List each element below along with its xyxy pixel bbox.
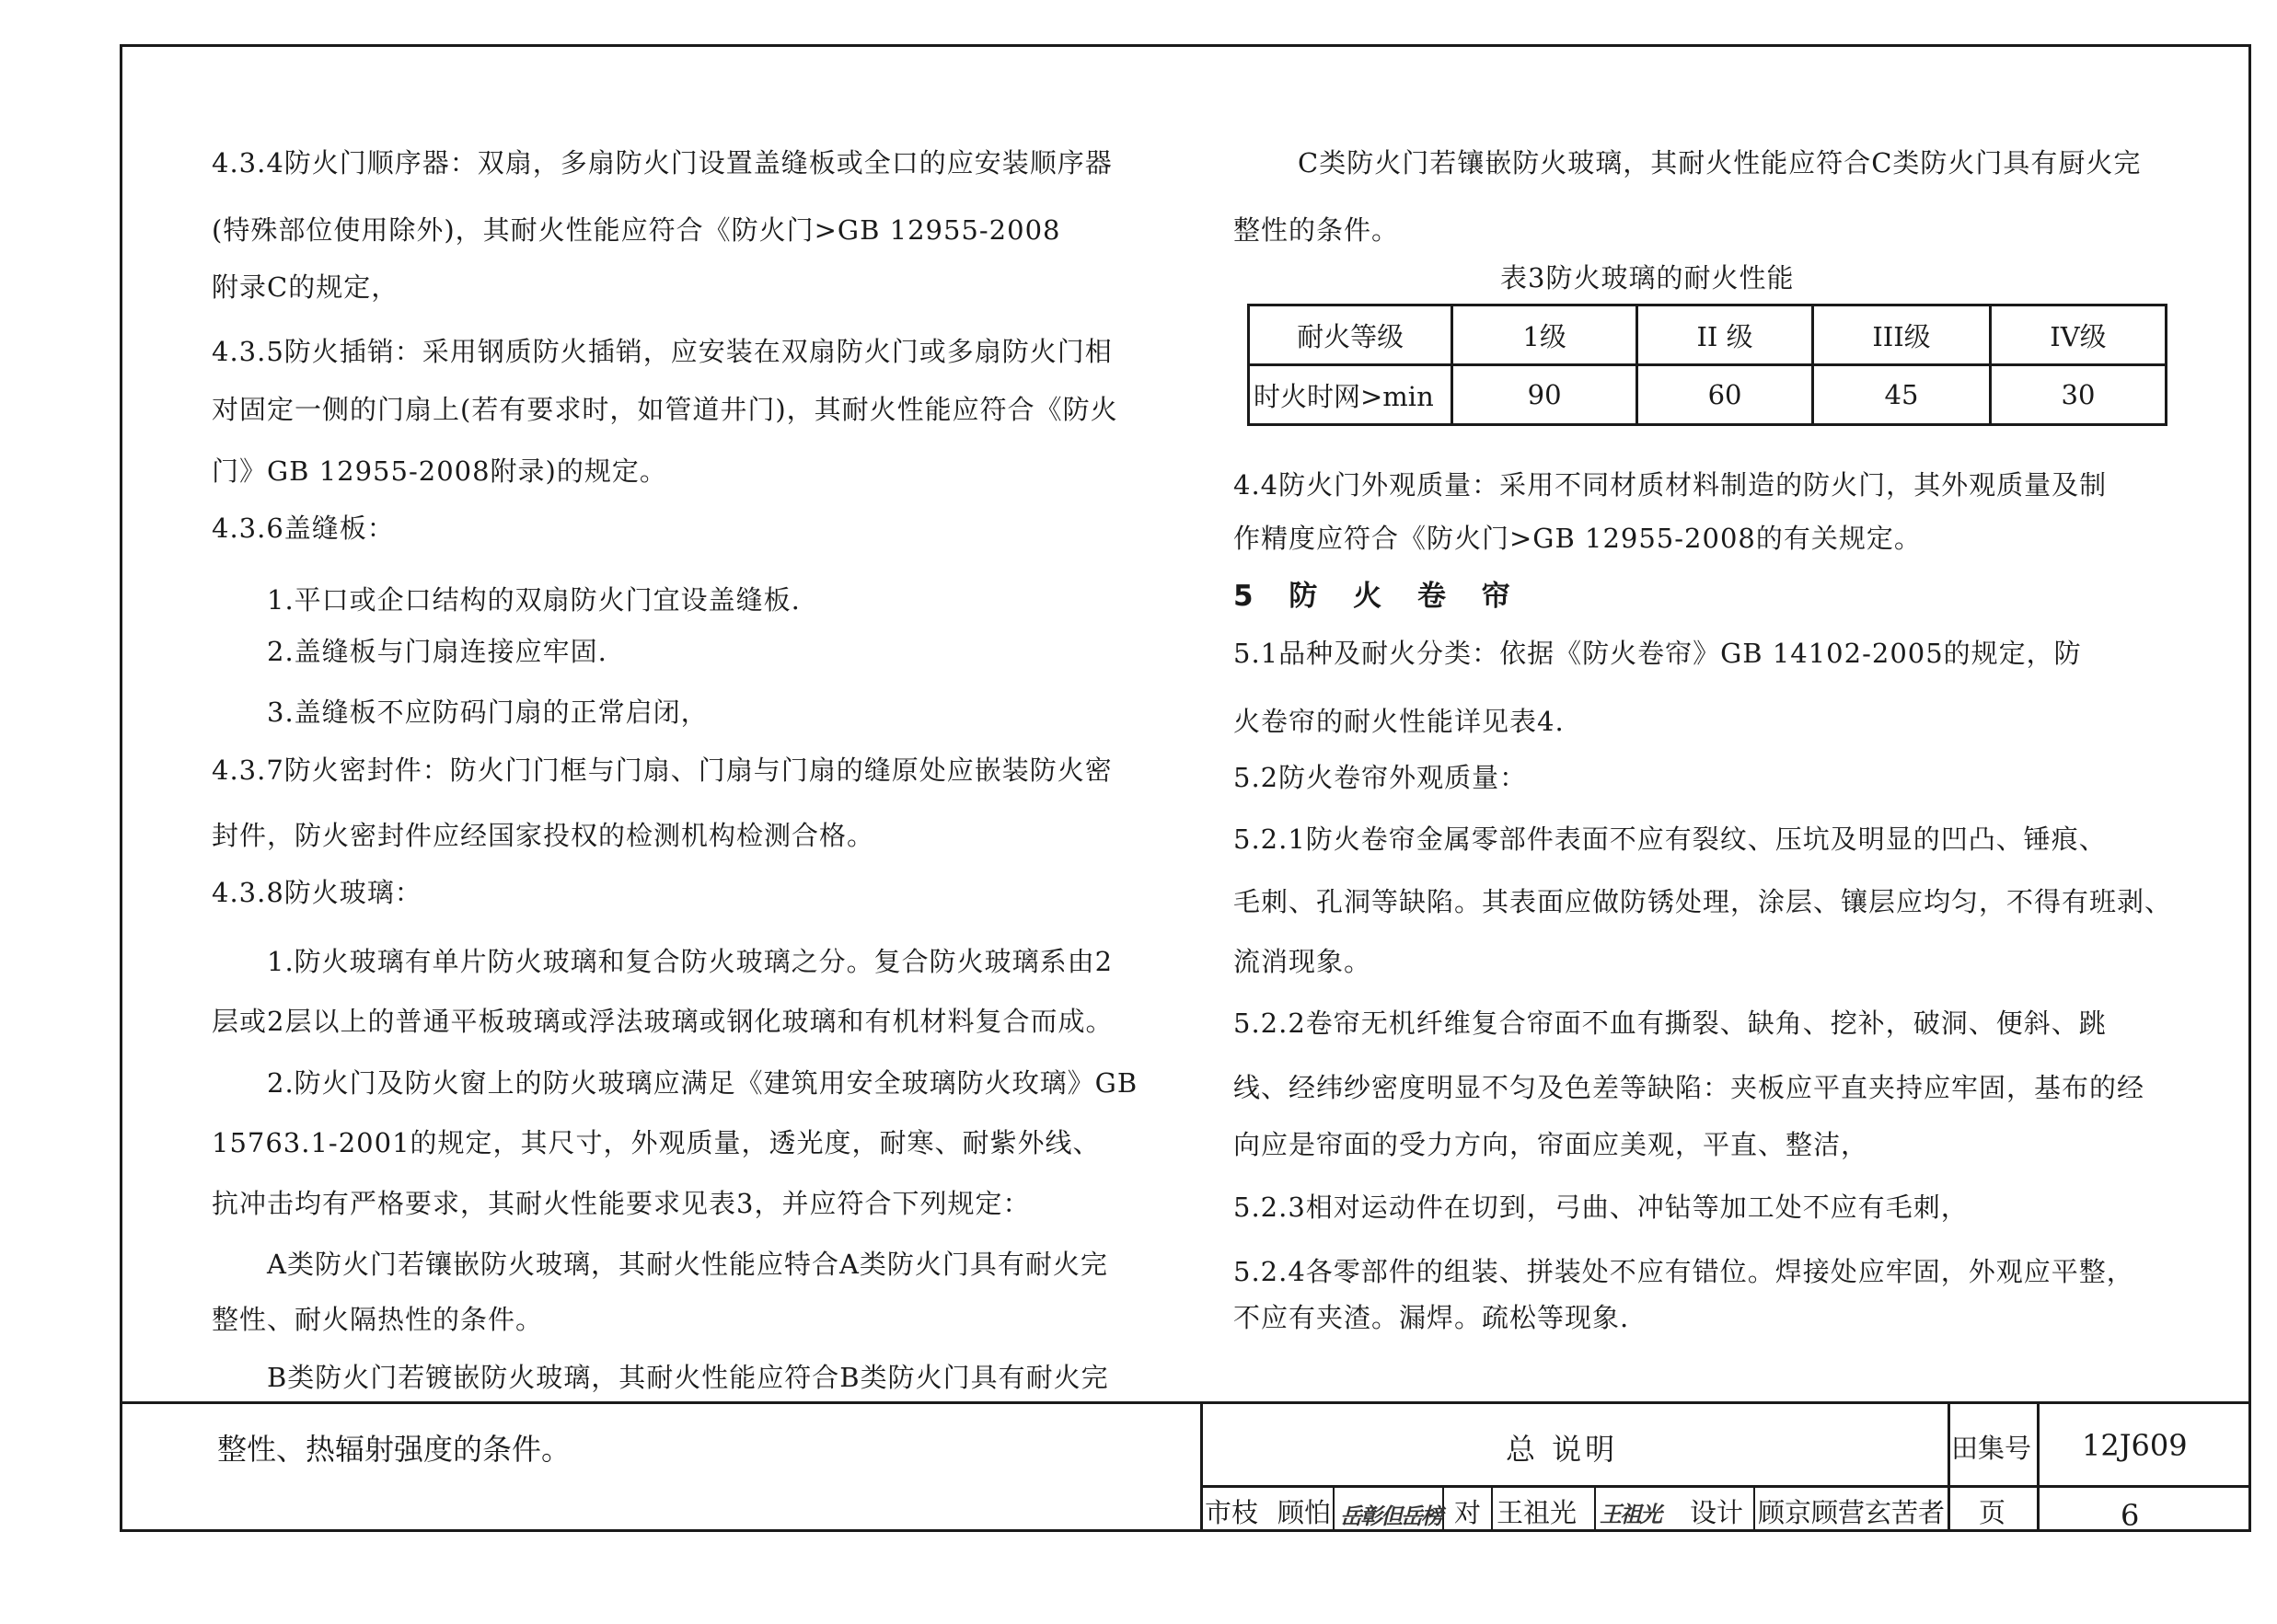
atlas-number: 12J609 (2082, 1428, 2188, 1463)
text-line: 层或2层以上的普通平板玻璃或浮法玻璃或钢化玻璃和有机材料复合而成。 (212, 1006, 1114, 1037)
reviewer-signature: 岳彰但岳榜 (1340, 1503, 1441, 1529)
sheet-title: 总 说明 (1506, 1432, 1619, 1467)
text-line: 流消现象。 (1233, 946, 1372, 977)
text-line: 1.平口或企口结构的双扇防火门宜设盖缝板. (267, 584, 801, 616)
text-line: 5.2.1防火卷帘金属零部件表面不应有裂纹、压坑及明显的凹凸、锤痕、 (1233, 824, 2107, 855)
review-label: 市枝 (1205, 1497, 1259, 1528)
text-line: 15763.1-2001的规定，其尺寸，外观质量，透光度，耐寒、耐紫外线、 (212, 1127, 1101, 1158)
text-line: 门》GB 12955-2008附录)的规定。 (212, 455, 667, 487)
text-line: C类防火门若镶嵌防火玻璃，其耐火性能应符合C类防火门具有厨火完 (1298, 147, 2142, 179)
page-label: 页 (1979, 1497, 2006, 1528)
table-header-row (1249, 305, 2167, 365)
divider (2037, 1401, 2040, 1532)
text-line: 5.2.2卷帘无机纤维复合帘面不血有撕裂、缺角、挖补，破洞、便斜、跳 (1233, 1008, 2107, 1039)
table-cell: 90 (1452, 365, 1637, 425)
text-line: 3.盖缝板不应防码门扇的正常启闭， (267, 697, 709, 728)
table-cell: 60 (1637, 365, 1813, 425)
divider (1948, 1401, 1950, 1532)
table-cell: 1级 (1452, 305, 1637, 365)
text-line: 对固定一侧的门扇上(若有要求时，如管道井门)，其耐火性能应符合《防火 (212, 394, 1118, 425)
divider (1753, 1488, 1755, 1532)
text-line: 抗冲击均有严格要求，其耐火性能要求见表3，并应符合下列规定： (212, 1188, 1031, 1219)
text-line: (特殊部位使用除外)，其耐火性能应符合《防火门>GB 12955-2008 (212, 214, 1061, 246)
page-number: 6 (2121, 1498, 2140, 1533)
text-line: 封件，防火密封件应经国家投权的检测机构检测合格。 (212, 820, 875, 851)
divider (1491, 1488, 1493, 1532)
divider (1594, 1488, 1596, 1532)
text-line: 4.3.7防火密封件：防火门门框与门扇、门扇与门扇的缝原处应嵌装防火密 (212, 754, 1113, 786)
text-line: 2.防火门及防火窗上的防火玻璃应满足《建筑用安全玻璃防火玫璃》GB (267, 1067, 1138, 1099)
title-block-top-line (120, 1401, 2251, 1404)
text-line: 火卷帘的耐火性能详见表4. (1233, 706, 1565, 737)
table-cell: 45 (1813, 365, 1991, 425)
design-label: 设计 (1690, 1497, 1744, 1528)
text-line: 毛刺、孔洞等缺陷。其表面应做防锈处理，涂层、镶层应均匀，不得有班剥、 (1233, 886, 2173, 917)
text-line: A类防火门若镶嵌防火玻璃，其耐火性能应特合A类防火门具有耐火完 (267, 1249, 1108, 1280)
checker-signature: 王祖光 (1600, 1501, 1660, 1527)
section-heading: 5 防 火 卷 帘 (1233, 580, 1523, 613)
continued-text: 整性、热辐射强度的条件。 (217, 1432, 572, 1467)
table-cell: III级 (1813, 305, 1991, 365)
designer-name: 顾京顾营玄苦者 (1758, 1497, 1946, 1528)
text-line: 1.防火玻璃有单片防火玻璃和复合防火玻璃之分。复合防火玻璃系由2 (267, 946, 1114, 977)
left-column (212, 0, 1215, 1399)
table-cell: 30 (1990, 365, 2166, 425)
text-line: 整性的条件。 (1233, 214, 1400, 246)
table-row (1249, 365, 2167, 425)
text-line: 线、经纬纱密度明显不匀及色差等缺陷：夹板应平直夹持应牢固，基布的经 (1233, 1072, 2145, 1103)
text-line: B类防火门若镀嵌防火玻璃，其耐火性能应符合B类防火门具有耐火完 (267, 1362, 1109, 1393)
atlas-label: 田集号 (1951, 1433, 2032, 1464)
reviewer-name: 顾怕 (1277, 1497, 1332, 1528)
text-line: 整性、耐火隔热性的条件。 (212, 1304, 544, 1335)
text-line: 附录C的规定， (212, 271, 399, 303)
table-cell: IV级 (1990, 305, 2166, 365)
divider (1333, 1488, 1335, 1532)
text-line: 不应有夹渣。漏焊。疏松等现象. (1233, 1302, 1630, 1333)
text-line: 4.4防火门外观质量：采用不同材质材料制造的防火门，其外观质量及制 (1233, 469, 2108, 501)
text-line: 向应是帘面的受力方向，帘面应美观，平直、整洁， (1233, 1129, 1869, 1160)
right-column (1233, 0, 2246, 1399)
text-line: 4.3.8防火玻璃： (212, 877, 422, 908)
checker-name: 王祖光 (1497, 1497, 1578, 1528)
fire-glass-table (1247, 304, 2167, 426)
text-line: 4.3.5防火插销：采用钢质防火插销，应安装在双扇防火门或多扇防火门相 (212, 336, 1113, 367)
text-line: 4.3.6盖缝板： (212, 513, 395, 544)
text-line: 5.2.4各零部件的组装、拼装处不应有错位。焊接处应牢固，外观应平整， (1233, 1256, 2134, 1287)
table-cell: 耐火等级 (1249, 305, 1452, 365)
text-line: 5.2防火卷帘外观质量： (1233, 762, 1528, 793)
table-cell: 时火时网>min (1249, 365, 1452, 425)
text-line: 5.1品种及耐火分类：依据《防火卷帘》GB 14102-2005的规定，防 (1233, 638, 2082, 669)
text-line: 作精度应符合《防火门>GB 12955-2008的有关规定。 (1233, 523, 1922, 554)
text-line: 4.3.4防火门顺序器：双扇，多扇防火门设置盖缝板或全口的应安装顺序器 (212, 147, 1113, 179)
check-label: 对 (1454, 1497, 1482, 1528)
divider (1200, 1401, 1203, 1532)
divider (1200, 1485, 2251, 1488)
table-caption: 表3防火玻璃的耐火性能 (1500, 262, 1795, 294)
divider (1442, 1488, 1444, 1532)
text-line: 2.盖缝板与门扇连接应牢固. (267, 636, 607, 667)
table-cell: II 级 (1637, 305, 1813, 365)
text-line: 5.2.3相对运动件在切到，弓曲、冲钻等加工处不应有毛刺， (1233, 1192, 1969, 1223)
